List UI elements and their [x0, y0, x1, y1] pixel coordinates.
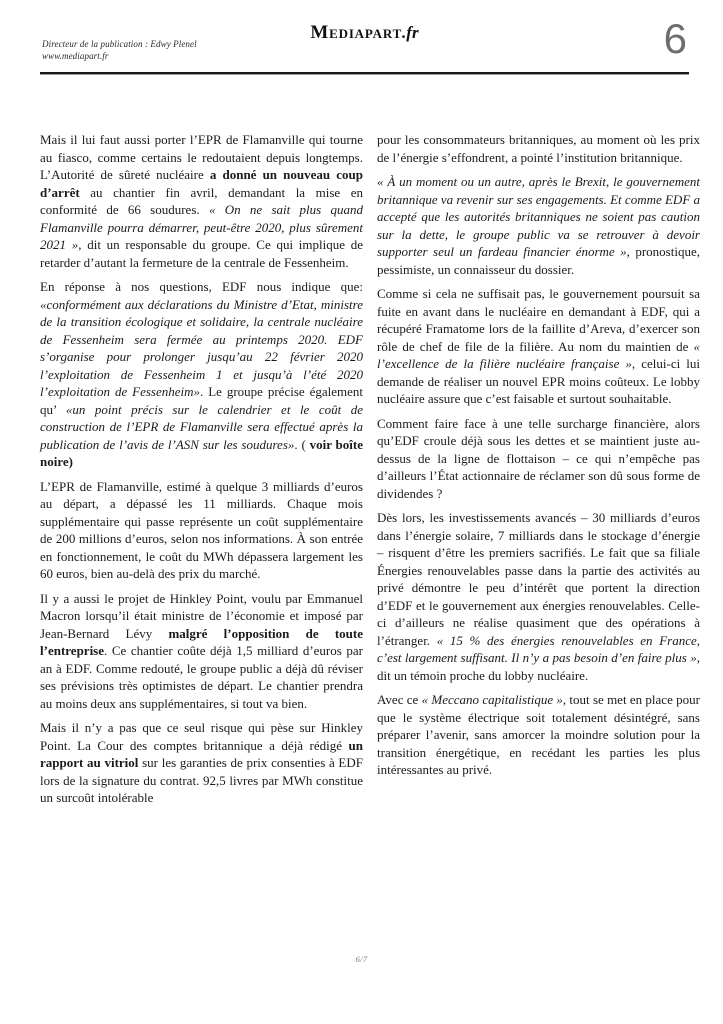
text-run: Comment faire face à une telle surcharge financière, alors qu’EDF croule déjà sous les dettes et se maintient juste au-dessus de la ligne de flottaison – ce qui n’empêche pas d’ailleurs l’État actionnaire de réclamer son dû sous forme de dividendes ?: [377, 415, 700, 501]
paragraph: [377, 285, 700, 408]
mediapart-logo: [310, 22, 418, 44]
article-body: [40, 131, 700, 814]
publisher-info: [42, 38, 197, 62]
paragraph: [377, 691, 700, 779]
text-run: « On ne sait plus quand Flamanville pourra démarrer, peut-être 2020, plus sûrement 2021 »: [40, 202, 363, 252]
page-number: 6: [663, 15, 687, 62]
page-footer: [0, 949, 723, 967]
text-run: En réponse à nos questions, EDF nous indique que:: [40, 279, 363, 294]
logo-suffix: .fr: [402, 23, 419, 42]
text-run: « l’excellence de la filière nucléaire française »: [377, 338, 700, 371]
paragraph: [377, 173, 700, 278]
text-run: , celui-ci lui demande de réaliser un nouvel EPR moins coûteux. Le lobby nucléaire assure que c’est faisable et surtout souhaitable.: [377, 356, 700, 406]
paragraph: [40, 719, 363, 807]
text-run: . Ce chantier coûte déjà 1,5 milliard d’euros par an à EDF. Comme redouté, le groupe public a déjà dû réviser ses prévisions très optimistes de départ. Le chantier prendra au moins deux ans supplémentaires, si tout va bien.: [40, 643, 363, 711]
column-right: [377, 131, 700, 814]
text-run: « Meccano capitalistique »: [421, 692, 563, 707]
text-run: un rapport au vitriol: [40, 737, 363, 770]
paragraph: [377, 509, 700, 684]
text-run: Mais il lui faut aussi porter l’EPR de Flamanville qui tourne au fiasco, comme certains le redoutaient depuis longtemps. L’Autorité de sûreté nucléaire: [40, 132, 363, 182]
text-run: L’EPR de Flamanville, estimé à quelque 3 milliards d’euros au départ, a dépassé les 11 milliards. Chaque mois supplémentaire qui passe représente un coût supplémentaire de 200 millions d’euros, selon nos informations. À son entrée en fonctionnement, le coût du MWh dépassera largement les 60 euros, bien au-delà des prix du marché.: [40, 478, 363, 581]
logo-wordmark: Mediapart: [310, 22, 403, 43]
header-divider: [40, 72, 689, 75]
paragraph: [40, 478, 363, 583]
text-run: « À un moment ou un autre, après le Brexit, le gouvernement britannique va revenir sur ses engagements. Et comme EDF a accepté que les autorités britanniques ne soient pas caution sur la dette, le groupe public va se retrouver à devoir supporter seul un fardeau financier énorme »: [377, 174, 701, 259]
text-run: , dit un responsable du groupe. Ce qui implique de retarder d’autant la fermeture de la centrale de Fessenheim.: [40, 237, 364, 270]
paragraph: [377, 415, 700, 503]
paragraph: [40, 131, 363, 271]
text-run: , dit un témoin proche du lobby nucléaire.: [377, 650, 700, 683]
paragraph: [40, 590, 363, 713]
column-left: [40, 131, 363, 814]
paragraph: [40, 278, 363, 471]
publisher-line: Directeur de la publication : Edwy Plenel: [42, 39, 197, 49]
text-run: au chantier fin avril, demandant la mise en conformité de 66 soudures.: [40, 184, 363, 217]
text-run: Comme si cela ne suffisait pas, le gouvernement poursuit sa fuite en avant dans le nucléaire en demandant à EDF, qui a récupéré Framatome lors de la faillite d’Areva, d’exercer son rôle de chef de file de la filière. Au nom du maintien de: [377, 286, 700, 354]
publisher-url: www.mediapart.fr: [42, 51, 109, 61]
paragraph: [377, 131, 700, 166]
text-run: , tout se met en place pour que le système électrique soit totalement désintégré, sans préparer l’avenir, sans amorcer la moindre solution pour la transition énergétique, en recédant les parties les plus intéressantes au privé.: [377, 692, 700, 777]
masthead: [40, 0, 689, 74]
text-run: pour les consommateurs britanniques, au moment où les prix de l’énergie s’effondrent, a pointé l’institution britannique.: [377, 132, 700, 165]
text-run: malgré l’opposition de toute l’entreprise: [40, 625, 363, 658]
text-run: «conformément aux déclarations du Ministre d’Etat, ministre de la transition écologique et solidaire, la centrale nucléaire de Fessenheim sera fermée au printemps 2020. EDF s’organise pour prolonger jusqu’au 22 février 2020 l’exploitation de Fessenheim 1 et jusqu’à l’été 2020 l’exploitation de Fessenheim»: [40, 296, 363, 399]
text-run: Avec ce: [377, 692, 422, 707]
text-run: Dès lors, les investissements avancés – 30 milliards d’euros dans l’énergie solaire, 7 milliards dans le stockage d’énergie – risquent d’être les premiers sacrifiés. Le fait que sa filiale Énergies renouvelables passe dans la partie des activités au privé démontre le peu d’intérêt que portent la direction d’EDF et le gouvernement aux énergies renouvelables. Celle-ci d’ailleurs ne réalise quasiment que des opérations à l’étranger.: [377, 510, 700, 648]
text-run: . Le groupe précise également qu’: [40, 384, 363, 417]
text-run: , pronostique, pessimiste, un connaisseur du dossier.: [377, 244, 700, 277]
text-run: sur les garanties de prix consenties à EDF lors de la signature du contrat. 92,5 livres par MWh constitue un surcoût intolérable: [40, 755, 363, 805]
text-run: Il y a aussi le projet de Hinkley Point, voulu par Emmanuel Macron lorsqu’il était ministre de l’économie et imposé par Jean-Bernard Lévy: [40, 590, 363, 641]
text-run: a donné un nouveau coup d’arrêt: [40, 167, 363, 200]
text-run: . (: [294, 436, 310, 452]
text-run: «un point précis sur le calendrier et le coût de construction de l’EPR de Flamanville sera effectué après la publication de l’avis de l’ASN sur les soudures»: [40, 401, 363, 452]
text-run: voir boîte noire): [40, 436, 363, 469]
text-run: Mais il n’y a pas que ce seul risque qui pèse sur Hinkley Point. La Cour des comptes britannique a déjà rédigé: [40, 720, 363, 753]
text-run: « 15 % des énergies renouvelables en France, c’est largement suffisant. Il n’y a pas besoin d’en faire plus »: [377, 632, 701, 665]
page-indicator: 6/7: [355, 954, 368, 964]
